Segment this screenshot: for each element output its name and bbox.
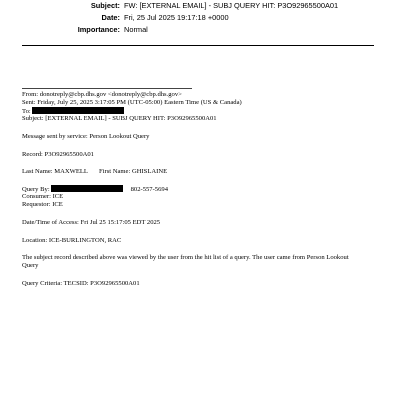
- service-line: Message sent by service: Person Lookout Query: [22, 133, 150, 140]
- criteria-line: Query Criteria: TECSID: P3O92965500A01: [22, 280, 140, 287]
- date-label: Date:: [101, 13, 120, 22]
- subject-label: Subject:: [90, 1, 120, 10]
- forward-divider: [22, 88, 192, 89]
- note-paragraph: The subject record described above was viewed by the user from the hit list of a query. The user came from Person Lookout Query: [22, 254, 349, 269]
- consumer-line: Consumer: ICE: [22, 193, 64, 200]
- redaction-box: [51, 185, 123, 192]
- name-line: [22, 168, 167, 176]
- date-value: Fri, 25 Jul 2025 19:17:18 +0000: [124, 13, 229, 22]
- email-subject-line: Subject: [EXTERNAL EMAIL] - SUBJ QUERY HIT: P3O92965500A01: [22, 115, 217, 122]
- requestor-line: Requestor: ICE: [22, 201, 63, 208]
- query-by-label: Query By:: [22, 186, 50, 193]
- importance-value: Normal: [124, 25, 148, 34]
- from-line: From: donotreply@cbp.dhs.gov <donotreply@cbp.dhs.gov>: [22, 91, 182, 98]
- record-line: Record: P3O92965500A01: [22, 151, 94, 158]
- first-name: First Name: GHISLAINE: [99, 168, 168, 175]
- location-line: Location: ICE-BURLINGTON, RAC: [22, 237, 122, 244]
- access-time-line: Date/Time of Access: Fri Jul 25 15:17:05 EDT 2025: [22, 219, 161, 226]
- sent-line: Sent: Friday, July 25, 2025 3:17:05 PM (UTC-05:00) Eastern Time (US & Canada): [22, 99, 242, 106]
- subject-value: FW: [EXTERNAL EMAIL] - SUBJ QUERY HIT: P3O92965500A01: [124, 1, 339, 10]
- last-name: Last Name: MAXWELL: [22, 168, 88, 175]
- redaction-box: [32, 107, 124, 114]
- phone-number: 802-557-5694: [130, 186, 168, 193]
- header-divider: [22, 45, 374, 46]
- importance-label: Importance:: [77, 25, 120, 34]
- to-label: To:: [22, 108, 31, 115]
